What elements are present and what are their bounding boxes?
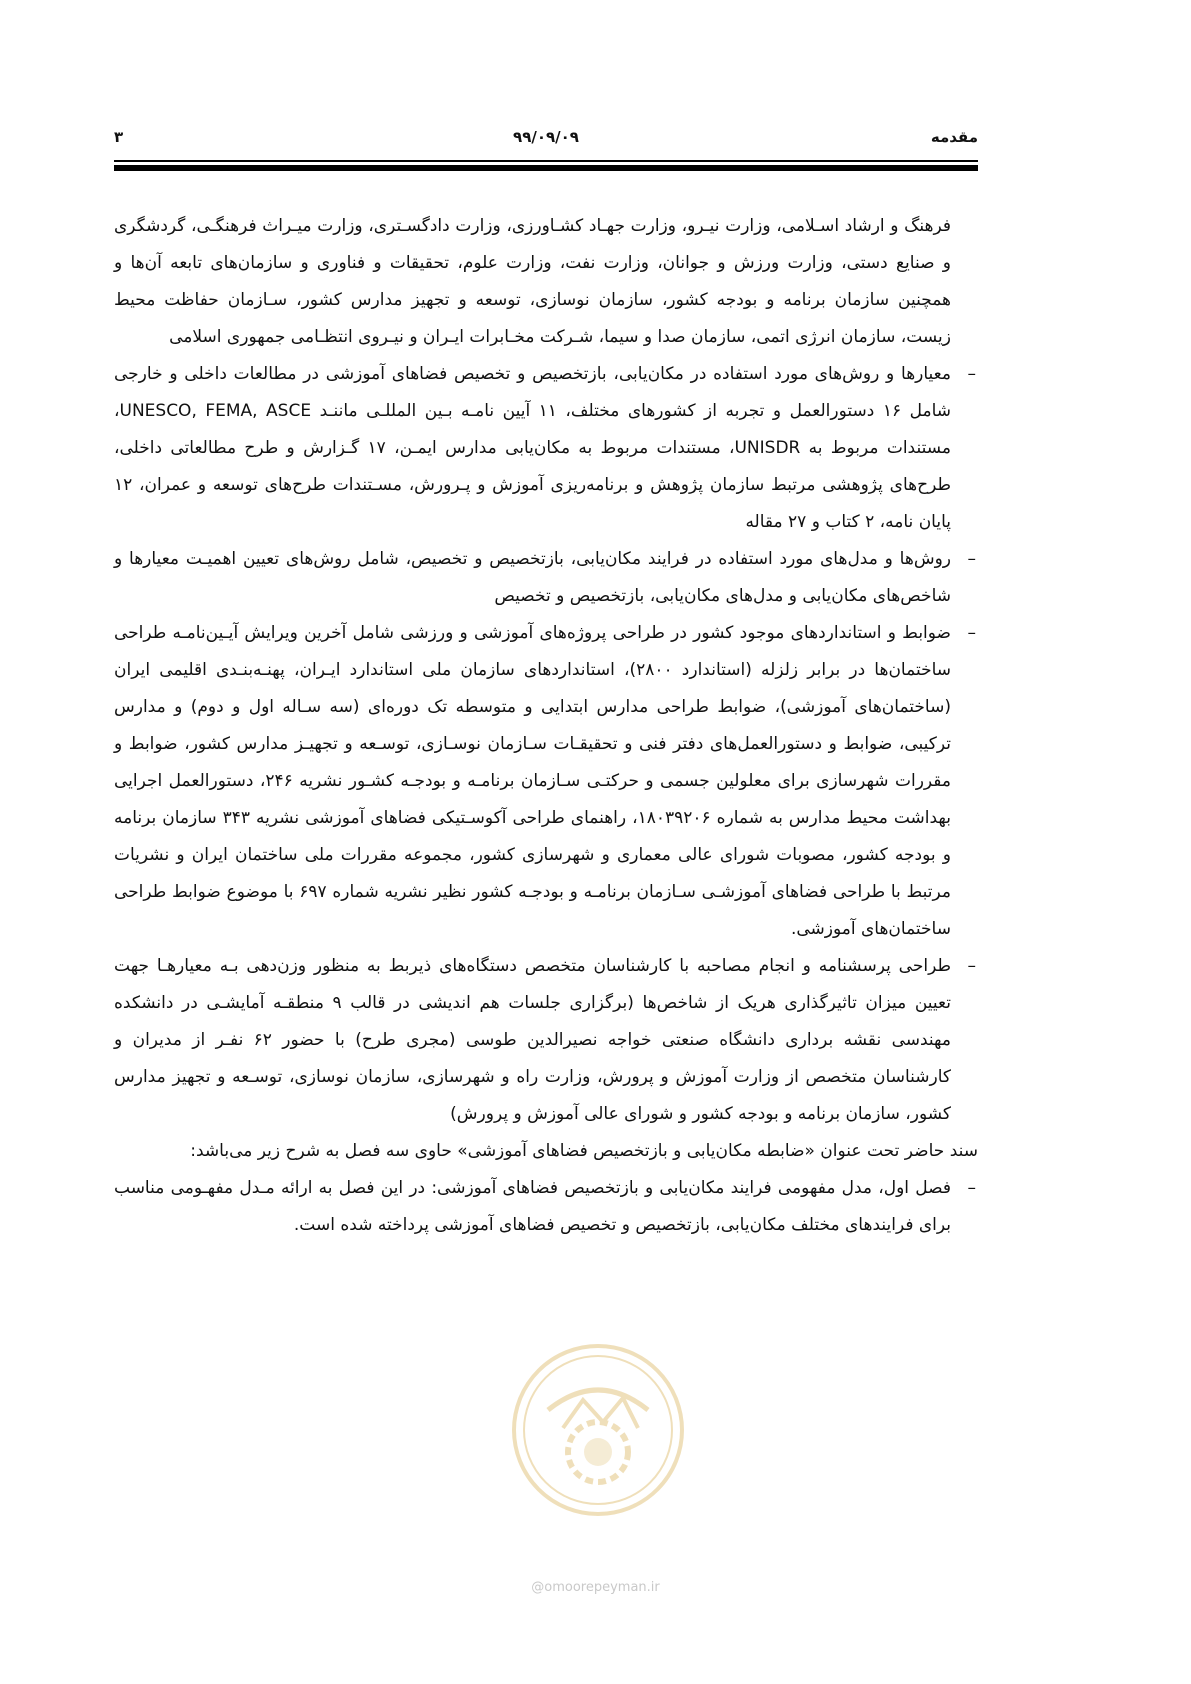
page-number: ۳: [114, 128, 124, 146]
header-date: ۹۹/۰۹/۰۹: [513, 128, 579, 146]
list-item: [114, 541, 978, 615]
list-dash: –: [967, 956, 976, 976]
list-item-text: طراحی پرسشنامه و انجام مصاحبه با کارشناسان متخصص دستگاه‌های ذیربط به منظور وزن‌دهی بـه معیارهـا جهت تعیین میزان تاثیرگذاری هریک از شاخص‌ها (برگزاری جلسات هم اندیشی در قالب ۹ منطقـه آمایشـی در دانشکده مهندسی نقشه برداری دانشگاه صنعتی خواجه نصیرالدین طوسی (مجری طرح) با حضور ۶۲ نفـر از مدیران و کارشناسان متخصص از وزارت آموزش و پرورش، وزارت راه و شهرسازی، سازمان نوسازی، توسـعه و تجهیز مدارس کشور، سازمان برنامه و بودجه کشور و شورای عالی آموزش و پرورش): [114, 956, 951, 1124]
list-dash: –: [967, 549, 976, 569]
continuation-paragraph: فرهنگ و ارشاد اسـلامی، وزارت نیـرو، وزارت جهـاد کشـاورزی، وزارت دادگسـتری، وزارت میـراث فرهنگـی، گردشگری و صنایع دستی، وزارت ورزش و جوانان، وزارت نفت، وزارت علوم، تحقیقات و فناوری و سازمان‌های تابعه آن‌ها و همچنین سازمان برنامه و بودجه کشور، سازمان نوسازی، توسعه و تجهیز مدارس کشور، سـازمان حفاظت محیط زیست، سازمان انرژی اتمی، سازمان صدا و سیما، شـرکت مخـابرات ایـران و نیـروی انتظـامی جمهوری اسلامی: [114, 216, 951, 347]
list-dash: –: [967, 623, 976, 643]
list-dash: –: [967, 1178, 976, 1198]
list-item: [114, 615, 978, 948]
intro-sentence: سند حاضر تحت عنوان «ضابطه مکان‌یابی و بازتخصیص فضاهای آموزشی» حاوی سه فصل به شرح زیر می‌باشد:: [190, 1141, 978, 1161]
list-item: [114, 356, 978, 541]
page-header: [114, 128, 978, 150]
chapter-item-text: فصل اول، مدل مفهومی فرایند مکان‌یابی و بازتخصیص فضاهای آموزشی: در این فصل به ارائه مـدل مفهـومی مناسب برای فرایندهای مختلف مکان‌یابی، بازتخصیص و تخصیص فضاهای آموزشی پرداخته شده است.: [114, 1178, 951, 1235]
watermark-seal-icon: [508, 1340, 688, 1520]
body-text: [114, 208, 978, 1244]
list-item: [114, 948, 978, 1133]
list-item-text: ضوابط و استانداردهای موجود کشور در طراحی پروژه‌های آموزشی و ورزشی شامل آخرین ویرایش آیـین‌نامـه طراحی ساختمان‌ها در برابر زلزله (استاندارد ۲۸۰۰)، استانداردهای سازمان ملی استاندارد ایـران، پهنـه‌بنـدی اقلیمی ایران (ساختمان‌های آموزشی)، ضوابط طراحی مدارس ابتدایی و متوسطه تک دوره‌ای (سه سـاله اول و دوم) و مدارس ترکیبی، ضوابط و دستورالعمل‌های دفتر فنی و تحقیقـات سـازمان نوسـازی، توسـعه و تجهیـز مدارس کشور، ضوابط و مقررات شهرسازی برای معلولین جسمی و حرکتـی سـازمان برنامـه و بودجـه کشـور نشریه ۲۴۶، دستورالعمل اجرایی بهداشت محیط مدارس به شماره ۱۸۰۳۹۲۰۶، راهنمای طراحی آکوسـتیکی فضاهای آموزشی نشریه ۳۴۳ سازمان برنامه و بودجه کشور، مصوبات شورای عالی معماری و شهرسازی کشور، مجموعه مقررات ملی ساختمان ایران و نشریات مرتبط با طراحی فضاهای آموزشـی سـازمان برنامـه و بودجـه کشور نظیر نشریه شماره ۶۹۷ با موضوع ضوابط طراحی ساختمان‌های آموزشی.: [114, 623, 952, 939]
chapter-item: [114, 1170, 978, 1244]
watermark-url: @omoorepeyman.ir: [531, 1580, 660, 1595]
section-title: مقدمه: [930, 128, 978, 146]
list-dash: –: [967, 364, 976, 384]
list-item-text: معیارها و روش‌های مورد استفاده در مکان‌یابی، بازتخصیص و تخصیص فضاهای آموزشی در مطالعات داخلی و خارجی شامل ۱۶ دستورالعمل و تجربه از کشورهای مختلف، ۱۱ آیین نامـه بـین المللـی ماننـد UNESCO, FEMA, ASCE، مستندات مربوط به UNISDR، مستندات مربوط به مکان‌یابی مدارس ایمـن، ۱۷ گـزارش و طرح مطالعاتی داخلی، طرح‌های پژوهشی مرتبط سازمان پژوهش و برنامه‌ریزی آموزش و پـرورش، مسـتندات طرح‌های توسعه و عمران، ۱۲ پایان نامه، ۲ کتاب و ۲۷ مقاله: [114, 364, 952, 532]
header-rule-thin: [114, 160, 978, 162]
list-item-text: روش‌ها و مدل‌های مورد استفاده در فرایند مکان‌یابی، بازتخصیص و تخصیص، شامل روش‌های تعیین اهمیـت معیارها و شاخص‌های مکان‌یابی و مدل‌های مکان‌یابی، بازتخصیص و تخصیص: [114, 549, 951, 606]
header-rule-thick: [114, 165, 978, 171]
